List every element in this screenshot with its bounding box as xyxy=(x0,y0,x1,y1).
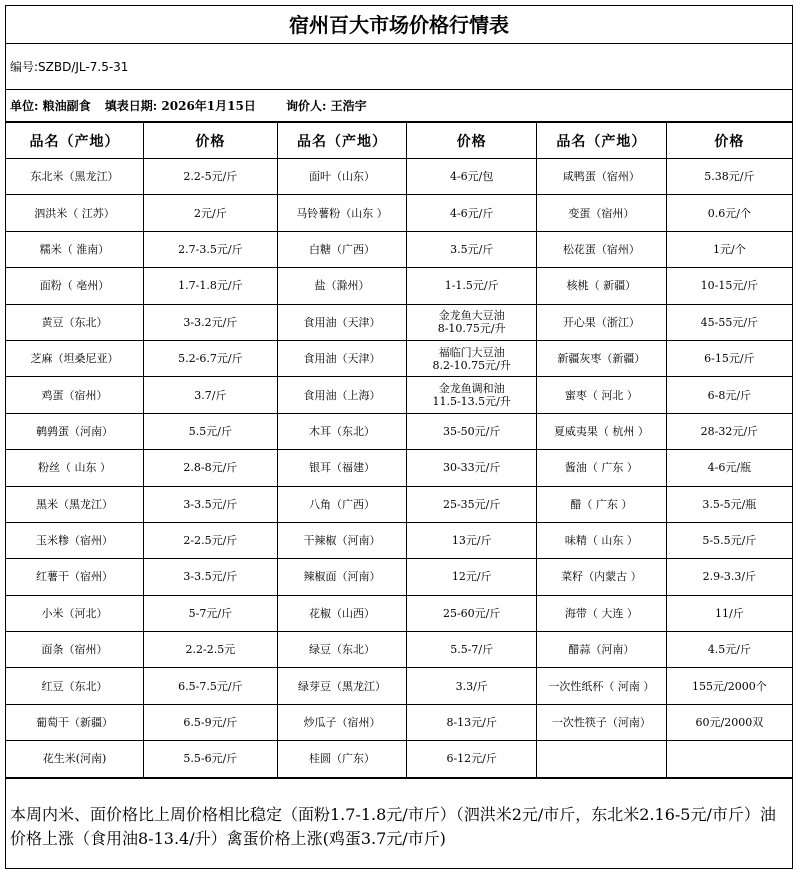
col-header-price: 价格 xyxy=(144,123,278,159)
table-body xyxy=(6,159,792,778)
price-cell: 2-2.5元/斤 xyxy=(144,522,278,558)
price-cell: 4-6元/包 xyxy=(407,159,537,195)
item-cell: 绿芽豆（黑龙江） xyxy=(277,668,407,704)
item-cell: 小米（河北） xyxy=(6,595,144,631)
price-cell: 3-3.5元/斤 xyxy=(144,559,278,595)
table-row xyxy=(6,668,792,704)
price-cell: 0.6元/个 xyxy=(666,195,792,231)
item-cell: 变蛋（宿州） xyxy=(537,195,667,231)
price-cell: 12元/斤 xyxy=(407,559,537,595)
item-cell: 食用油（天津） xyxy=(277,304,407,340)
col-header-item: 品名（产地） xyxy=(6,123,144,159)
item-cell: 芝麻（坦桑尼亚） xyxy=(6,340,144,376)
price-cell: 5-7元/斤 xyxy=(144,595,278,631)
item-cell: 花椒（山西） xyxy=(277,595,407,631)
item-cell: 红豆（东北） xyxy=(6,668,144,704)
table-row xyxy=(6,159,792,195)
item-cell: 蜜枣（ 河北 ） xyxy=(537,377,667,413)
item-cell: 花生米(河南) xyxy=(6,741,144,777)
item-cell: 桂圆（广东） xyxy=(277,741,407,777)
price-cell: 福临门大豆油 8.2-10.75元/升 xyxy=(407,340,537,376)
price-cell: 25-35元/斤 xyxy=(407,486,537,522)
price-cell: 3.3/斤 xyxy=(407,668,537,704)
item-cell: 面粉（ 亳州） xyxy=(6,268,144,304)
price-cell: 3.5元/斤 xyxy=(407,231,537,267)
price-cell: 6-12元/斤 xyxy=(407,741,537,777)
price-cell: 3.7/斤 xyxy=(144,377,278,413)
item-cell: 醋蒜（河南） xyxy=(537,632,667,668)
price-cell: 6-8元/斤 xyxy=(666,377,792,413)
item-cell: 松花蛋（宿州） xyxy=(537,231,667,267)
price-cell: 60元/2000双 xyxy=(666,704,792,740)
price-cell: 5-5.5元/斤 xyxy=(666,522,792,558)
header-row xyxy=(6,123,792,159)
price-cell: 8-13元/斤 xyxy=(407,704,537,740)
table-row xyxy=(6,632,792,668)
price-sheet xyxy=(5,5,793,869)
col-header-price: 价格 xyxy=(666,123,792,159)
item-cell: 酱油（ 广东 ） xyxy=(537,450,667,486)
table-row xyxy=(6,195,792,231)
price-cell: 3-3.5元/斤 xyxy=(144,486,278,522)
price-cell: 3-3.2元/斤 xyxy=(144,304,278,340)
price-cell: 1元/个 xyxy=(666,231,792,267)
item-cell: 糯米（ 淮南） xyxy=(6,231,144,267)
item-cell: 食用油（天津） xyxy=(277,340,407,376)
price-cell: 1.7-1.8元/斤 xyxy=(144,268,278,304)
price-cell: 金龙鱼大豆油 8-10.75元/升 xyxy=(407,304,537,340)
item-cell: 黑米（黑龙江） xyxy=(6,486,144,522)
table-row xyxy=(6,450,792,486)
col-header-price: 价格 xyxy=(407,123,537,159)
price-cell: 5.2-6.7元/斤 xyxy=(144,340,278,376)
item-cell: 食用油（上海） xyxy=(277,377,407,413)
inquirer: 询价人: 王浩宇 xyxy=(286,99,367,113)
item-cell: 面叶（山东） xyxy=(277,159,407,195)
item-cell: 粉丝（ 山东 ） xyxy=(6,450,144,486)
weekly-summary: 本周内米、面价格比上周价格相比稳定（面粉1.7-1.8元/市斤）（泗洪米2元/市斤，东北米2.16-5元/市斤）油价格上涨（食用油8-13.4/升）禽蛋价格上涨(鸡蛋3.7元/市斤) xyxy=(6,778,792,870)
item-cell: 新疆灰枣（新疆） xyxy=(537,340,667,376)
item-cell: 黄豆（东北） xyxy=(6,304,144,340)
table-row xyxy=(6,231,792,267)
table-row xyxy=(6,559,792,595)
meta-row xyxy=(6,90,792,122)
price-table xyxy=(6,122,792,778)
item-cell: 绿豆（东北） xyxy=(277,632,407,668)
item-cell: 菜籽（内蒙古 ） xyxy=(537,559,667,595)
item-cell: 白糖（广西） xyxy=(277,231,407,267)
price-cell: 13元/斤 xyxy=(407,522,537,558)
price-cell: 2.2-5元/斤 xyxy=(144,159,278,195)
fill-date: 填表日期: 2026年1月15日 xyxy=(104,99,256,113)
item-cell: 醋（ 广东 ） xyxy=(537,486,667,522)
item-cell: 鸡蛋（宿州） xyxy=(6,377,144,413)
item-cell: 干辣椒（河南） xyxy=(277,522,407,558)
price-cell: 3.5-5元/瓶 xyxy=(666,486,792,522)
price-cell: 2.9-3.3/斤 xyxy=(666,559,792,595)
price-cell: 30-33元/斤 xyxy=(407,450,537,486)
item-cell: 红薯干（宿州） xyxy=(6,559,144,595)
table-row xyxy=(6,268,792,304)
table-row xyxy=(6,304,792,340)
item-cell: 玉米糁（宿州） xyxy=(6,522,144,558)
table-row xyxy=(6,340,792,376)
item-cell: 木耳（东北） xyxy=(277,413,407,449)
item-cell: 海带（ 大连 ） xyxy=(537,595,667,631)
item-cell: 辣椒面（河南） xyxy=(277,559,407,595)
sheet-title: 宿州百大市场价格行情表 xyxy=(6,6,792,44)
table-row xyxy=(6,377,792,413)
price-cell: 35-50元/斤 xyxy=(407,413,537,449)
item-cell: 面条（宿州） xyxy=(6,632,144,668)
price-cell: 1-1.5元/斤 xyxy=(407,268,537,304)
price-cell: 6-15元/斤 xyxy=(666,340,792,376)
item-cell xyxy=(537,741,667,777)
table-row xyxy=(6,486,792,522)
price-cell: 45-55元/斤 xyxy=(666,304,792,340)
table-row xyxy=(6,741,792,777)
item-cell: 开心果（浙江） xyxy=(537,304,667,340)
item-cell: 葡萄干（新疆） xyxy=(6,704,144,740)
table-row xyxy=(6,522,792,558)
item-cell: 味精（ 山东 ） xyxy=(537,522,667,558)
table-row xyxy=(6,704,792,740)
price-cell xyxy=(666,741,792,777)
item-cell: 泗洪米（ 江苏） xyxy=(6,195,144,231)
document-number: 编号:SZBD/JL-7.5-31 xyxy=(6,44,792,90)
table-row xyxy=(6,595,792,631)
unit-label: 单位: 粮油副食 xyxy=(10,99,91,113)
price-cell: 金龙鱼调和油 11.5-13.5元/升 xyxy=(407,377,537,413)
price-cell: 155元/2000个 xyxy=(666,668,792,704)
item-cell: 夏威夷果（ 杭州 ） xyxy=(537,413,667,449)
price-cell: 28-32元/斤 xyxy=(666,413,792,449)
item-cell: 东北米（黑龙江） xyxy=(6,159,144,195)
item-cell: 一次性筷子（河南） xyxy=(537,704,667,740)
item-cell: 咸鸭蛋（宿州） xyxy=(537,159,667,195)
price-cell: 2.8-8元/斤 xyxy=(144,450,278,486)
price-cell: 4-6元/斤 xyxy=(407,195,537,231)
price-cell: 10-15元/斤 xyxy=(666,268,792,304)
item-cell: 银耳（福建） xyxy=(277,450,407,486)
item-cell: 马铃薯粉（山东 ） xyxy=(277,195,407,231)
item-cell: 炒瓜子（宿州） xyxy=(277,704,407,740)
col-header-item: 品名（产地） xyxy=(277,123,407,159)
price-cell: 11/斤 xyxy=(666,595,792,631)
price-cell: 5.5元/斤 xyxy=(144,413,278,449)
item-cell: 一次性纸杯（ 河南 ） xyxy=(537,668,667,704)
price-cell: 6.5-9元/斤 xyxy=(144,704,278,740)
price-cell: 25-60元/斤 xyxy=(407,595,537,631)
table-row xyxy=(6,413,792,449)
price-cell: 2.2-2.5元 xyxy=(144,632,278,668)
price-cell: 6.5-7.5元/斤 xyxy=(144,668,278,704)
price-cell: 5.38元/斤 xyxy=(666,159,792,195)
price-cell: 2元/斤 xyxy=(144,195,278,231)
price-cell: 4.5元/斤 xyxy=(666,632,792,668)
price-cell: 5.5-7/斤 xyxy=(407,632,537,668)
item-cell: 盐（滁州） xyxy=(277,268,407,304)
item-cell: 八角（广西） xyxy=(277,486,407,522)
price-cell: 2.7-3.5元/斤 xyxy=(144,231,278,267)
item-cell: 核桃（ 新疆） xyxy=(537,268,667,304)
price-cell: 4-6元/瓶 xyxy=(666,450,792,486)
col-header-item: 品名（产地） xyxy=(537,123,667,159)
price-cell: 5.5-6元/斤 xyxy=(144,741,278,777)
item-cell: 鹌鹑蛋（河南） xyxy=(6,413,144,449)
